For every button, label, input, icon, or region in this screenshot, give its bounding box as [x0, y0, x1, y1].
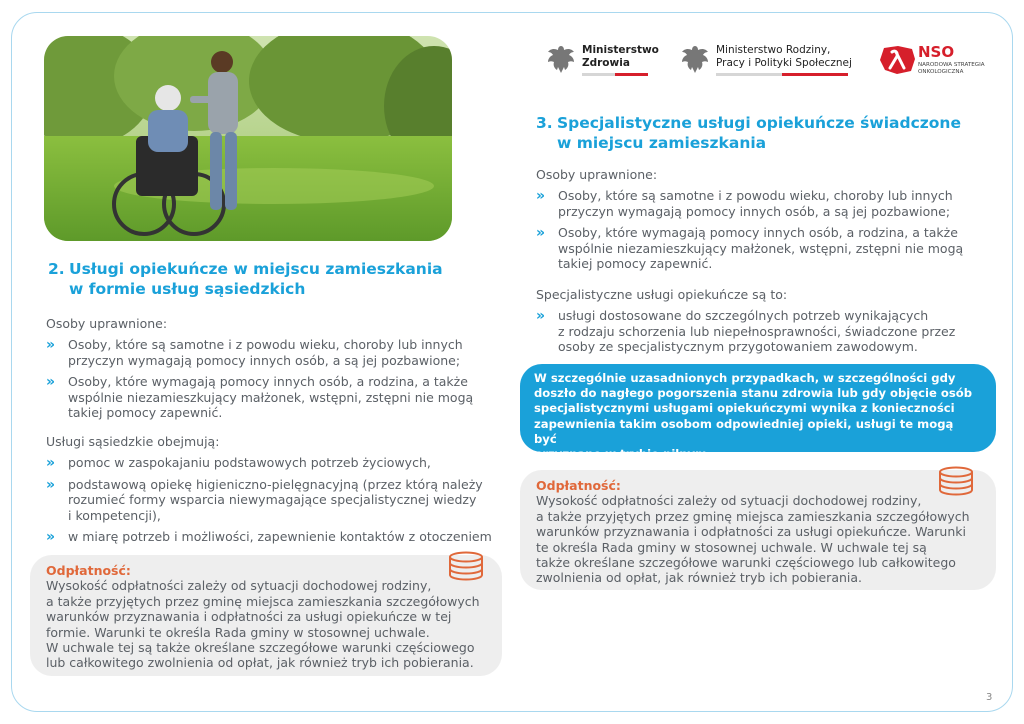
- logo-line: NARODOWA STRATEGIA: [918, 62, 985, 68]
- chevron-right-icon: »: [46, 374, 56, 390]
- list-item-line: z rodzaju schorzenia lub niepełnosprawności, świadczone przez: [558, 323, 956, 339]
- logo-line: Ministerstwo: [582, 44, 659, 56]
- coins-stack-icon: [936, 466, 976, 500]
- section-2-title-line-1: Usługi opiekuńcze w miejscu zamieszkania: [69, 260, 443, 278]
- chevron-right-icon: »: [46, 337, 56, 353]
- list-item-line: podstawową opiekę higieniczno-pielęgnacyjną (przez którą należy: [68, 476, 483, 492]
- list-item: [46, 337, 496, 368]
- list-item-line: takiej pomocy zapewnić.: [68, 405, 223, 420]
- logo-ministry-family: [716, 44, 852, 69]
- fee-line: formie. Warunki te określa Rada gminy w stosownej uchwale.: [46, 624, 430, 640]
- flag-stripe: [716, 73, 848, 76]
- logo-line: Ministerstwo Rodziny,: [716, 44, 831, 56]
- left-eligible-label: Osoby uprawnione:: [46, 316, 168, 331]
- right-special-list: [536, 308, 986, 361]
- left-fee-title: Odpłatność:: [46, 563, 131, 578]
- logo-ministry-health: [582, 44, 659, 69]
- chevron-right-icon: »: [46, 476, 56, 493]
- highlight-line: zapewnienia takim osobom odpowiedniej opieki, usługi te mogą być: [534, 416, 954, 446]
- highlight-line: W szczególnie uzasadnionych przypadkach, w szczególności gdy: [534, 371, 956, 385]
- section-3-number: 3.: [536, 114, 553, 132]
- park-wheelchair-illustration: [44, 36, 452, 241]
- right-special-label: Specjalistyczne usługi opiekuńcze są to:: [536, 287, 788, 302]
- fee-line: a także przyjętych przez gminę miejsca zamieszkania szczegółowych: [536, 508, 970, 524]
- list-item-line: przyczyn wymagają pomocy innych osób, a są jej pozbawione;: [68, 352, 461, 368]
- list-item-line: takiej pomocy zapewnić.: [558, 256, 713, 271]
- section-3-title-line-1: Specjalistyczne usługi opiekuńcze świadczone: [557, 114, 961, 132]
- logo-line: ONKOLOGICZNA: [918, 68, 964, 75]
- list-item: [46, 529, 506, 545]
- list-item-line: wspólnie niezamieszkujący małżonek, wstępni, zstępni nie mogą: [558, 240, 964, 256]
- logo-line: Pracy i Polityki Społecznej: [716, 56, 852, 69]
- section-2-number: 2.: [48, 260, 65, 278]
- chevron-right-icon: »: [46, 455, 56, 471]
- left-fee-box: [30, 555, 502, 676]
- fee-line: Wysokość odpłatności zależy od sytuacji dochodowej rodziny,: [536, 493, 922, 509]
- list-item: [46, 477, 506, 524]
- list-item: [536, 225, 986, 272]
- list-item-line: Osoby, które są samotne i z powodu wieku, choroby lub innych: [558, 188, 953, 203]
- fee-line: W uchwale tej są także określane szczegółowe warunki częściowego: [46, 640, 475, 656]
- polish-eagle-emblem-icon: [546, 42, 576, 76]
- left-eligible-list: [46, 337, 496, 427]
- nso-logo-abbr: NSO: [918, 43, 955, 61]
- list-item-line: przyczyn wymagają pomocy innych osób, a są jej pozbawione;: [558, 203, 951, 219]
- section-2-title: [48, 259, 458, 299]
- right-fee-box: [520, 470, 996, 590]
- list-item-line: osoby ze specjalistycznym przygotowaniem zawodowym.: [558, 339, 918, 354]
- list-item-line: Osoby, które wymagają pomocy innych osób, a rodzina, a także: [68, 374, 468, 389]
- fee-line: te określa Rada gminy w stosownej uchwale. W uchwale tej są: [536, 539, 927, 555]
- section-2-title-line-2: w formie usług sąsiedzkich: [69, 280, 306, 298]
- section-3-title-line-2: w miejscu zamieszkania: [557, 134, 767, 152]
- list-item-line: Osoby, które są samotne i z powodu wieku, choroby lub innych: [68, 337, 463, 352]
- highlight-line: doszło do nagłego pogorszenia stanu zdrowia lub gdy objęcie osób: [534, 386, 973, 401]
- polish-eagle-emblem-icon: [680, 42, 710, 76]
- list-item: [46, 455, 506, 471]
- right-fee-title: Odpłatność:: [536, 478, 621, 493]
- list-item-line: rozumieć formy wsparcia niewymagające specjalistycznej wiedzy: [68, 492, 477, 507]
- page-number: 3: [986, 692, 993, 703]
- list-item-line: i kompetencji),: [68, 507, 161, 523]
- list-item-line: pomoc w zaspokajaniu podstawowych potrzeb życiowych,: [68, 455, 431, 470]
- fee-line: Wysokość odpłatności zależy od sytuacji dochodowej rodziny,: [46, 578, 432, 594]
- list-item-line: usługi dostosowane do szczególnych potrzeb wynikających: [558, 308, 929, 323]
- chevron-right-icon: »: [536, 188, 546, 204]
- left-services-label: Usługi sąsiedzkie obejmują:: [46, 434, 220, 449]
- logo-line: Zdrowia: [582, 56, 630, 69]
- section-3-title: [536, 113, 986, 153]
- chevron-right-icon: »: [46, 529, 56, 545]
- highlight-line: specjalistycznymi usługami opiekuńczymi wynika z konieczności: [534, 401, 955, 416]
- poland-map-ribbon-icon: [878, 44, 918, 76]
- chevron-right-icon: »: [536, 225, 546, 241]
- list-item: [46, 374, 496, 421]
- highlight-line: przyznane w trybie pilnym.: [534, 447, 712, 462]
- chevron-right-icon: »: [536, 308, 546, 324]
- list-item-line: Osoby, które wymagają pomocy innych osób, a rodzina, a także: [558, 225, 958, 240]
- fee-line: warunków przyznawania i odpłatności za usługi opiekuńcze w tej: [46, 609, 452, 625]
- list-item: [536, 188, 986, 219]
- flag-stripe: [582, 73, 648, 76]
- nso-logo-subtitle: [918, 62, 985, 75]
- fee-line: także określane szczegółowe warunki częściowego lub całkowitego: [536, 555, 956, 571]
- left-services-list: [46, 455, 506, 551]
- right-eligible-label: Osoby uprawnione:: [536, 167, 658, 182]
- urgent-mode-highlight-box: [520, 364, 996, 462]
- right-eligible-list: [536, 188, 986, 278]
- fee-line: a także przyjętych przez gminę miejsca zamieszkania szczegółowych: [46, 593, 480, 609]
- list-item-line: w miarę potrzeb i możliwości, zapewnienie kontaktów z otoczeniem: [68, 529, 492, 544]
- list-item: [536, 308, 986, 355]
- fee-line: lub całkowitego zwolnienia od opłat, jak również tryb ich pobierania.: [46, 655, 474, 671]
- list-item-line: wspólnie niezamieszkujący małżonek, wstępni, zstępni nie mogą: [68, 389, 474, 405]
- coins-stack-icon: [446, 551, 486, 585]
- fee-line: warunków przyznawania i odpłatności za usługi opiekuńcze. Warunki: [536, 524, 966, 540]
- caregiver-photo: [44, 36, 452, 241]
- fee-line: zwolnienia od opłat, jak również tryb ich pobierania.: [536, 570, 863, 586]
